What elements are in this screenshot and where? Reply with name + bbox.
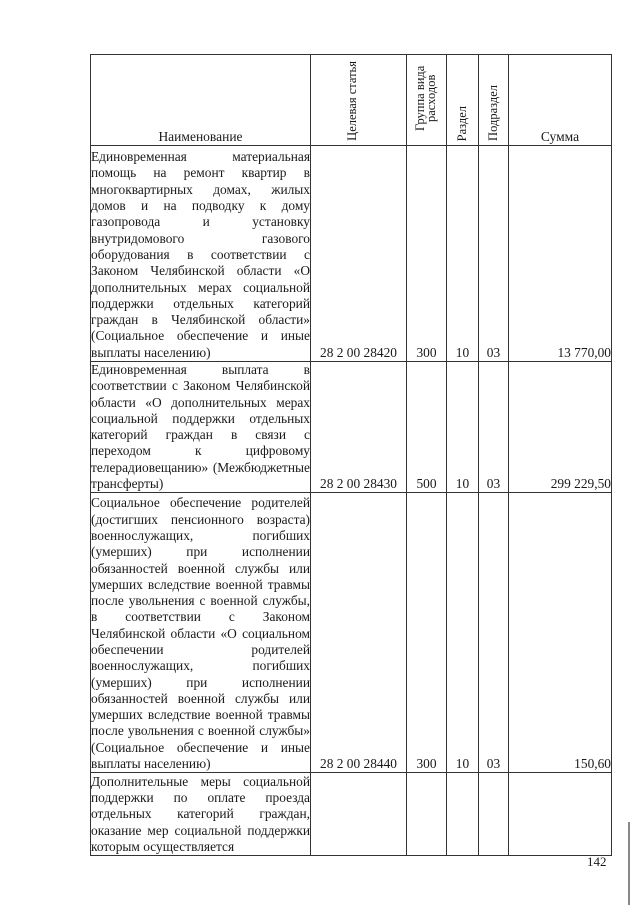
row-section	[447, 773, 479, 856]
row-expense-group: 300	[407, 146, 447, 362]
table-row	[91, 362, 612, 493]
row-sum: 13 770,00	[509, 146, 612, 362]
row-sum: 150,60	[509, 493, 612, 773]
row-name: Социальное обеспечение родителей (достигших пенсионного возраста) военнослужащих, погибших (умерших) при исполнении обязанностей военной службы или умерших вследствие военной травмы после увольнения с военной службы, в соответствии с Законом Челябинской области «О социальном обеспечении родителей военнослужащих, погибших (умерших) при исполнении обязанностей военной службы или умерших вследствие военной травмы после увольнения с военной службы» (Социальное обеспечение и иные выплаты населению)	[91, 493, 311, 773]
row-section: 10	[447, 493, 479, 773]
row-expense-group: 300	[407, 493, 447, 773]
row-target-article: 28 2 00 28430	[311, 362, 407, 493]
row-target-article: 28 2 00 28440	[311, 493, 407, 773]
row-expense-group: 500	[407, 362, 447, 493]
row-name: Единовременная материальная помощь на ремонт квартир в многоквартирных домах, жилых домов и на подводку к дому газопровода и установку внутридомового газового оборудования в соответствии с Законом Челябинской области «О дополнительных мерах социальной поддержки отдельных категорий граждан в Челябинской области» (Социальное обеспечение и иные выплаты населению)	[91, 146, 311, 362]
row-sum	[509, 773, 612, 856]
row-section: 10	[447, 362, 479, 493]
header-section: Раздел	[447, 55, 479, 146]
budget-table	[90, 54, 612, 856]
row-section: 10	[447, 146, 479, 362]
row-subsection: 03	[479, 362, 509, 493]
table-row	[91, 146, 612, 362]
header-target-article: Целевая статья	[311, 55, 407, 146]
row-target-article: 28 2 00 28420	[311, 146, 407, 362]
row-subsection: 03	[479, 146, 509, 362]
row-target-article	[311, 773, 407, 856]
row-name: Единовременная выплата в соответствии с Законом Челябинской области «О дополнительных мерах социальной поддержки отдельных категорий граждан в связи с переходом к цифровому телерадиовещанию» (Межбюджетные трансферты)	[91, 362, 310, 492]
scan-edge-line	[628, 822, 630, 905]
row-subsection	[479, 773, 509, 856]
table-header-row	[91, 55, 612, 146]
row-name: Дополнительные меры социальной поддержки по оплате проезда отдельных категорий граждан, оказание мер социальной поддержки которым осуществляется	[91, 773, 310, 855]
header-subsection: Подраздел	[479, 55, 509, 146]
row-sum: 299 229,50	[509, 362, 612, 493]
row-subsection: 03	[479, 493, 509, 773]
header-expense-group: Группа вида расходов	[407, 55, 447, 146]
page-number: 142	[587, 854, 607, 869]
table-row	[91, 773, 612, 856]
header-name: Наименование	[91, 55, 311, 146]
table-row	[91, 493, 612, 773]
row-expense-group	[407, 773, 447, 856]
header-sum: Сумма	[509, 55, 612, 146]
